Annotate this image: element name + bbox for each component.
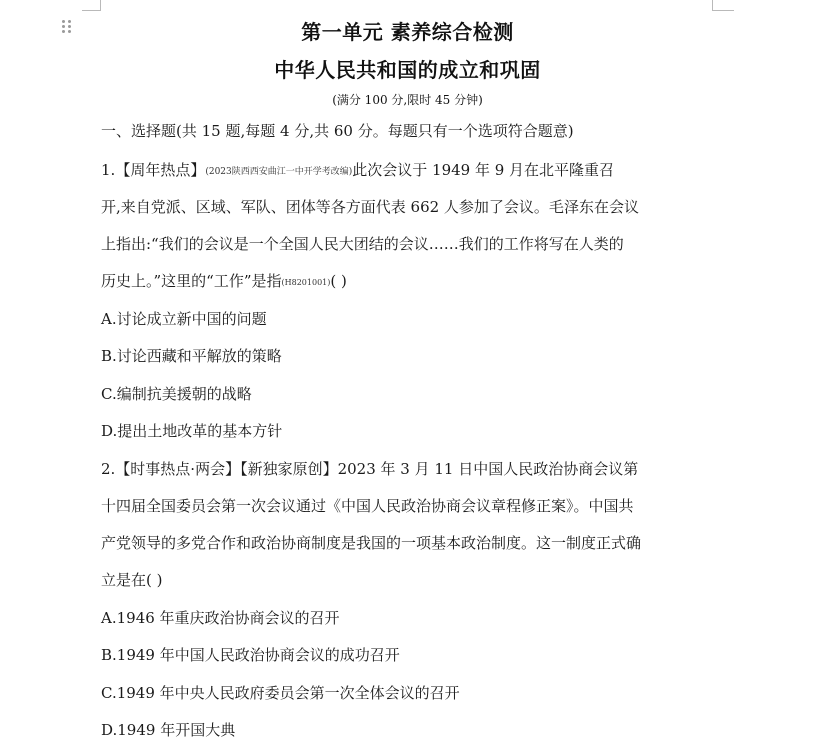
question-1-answer-blank: ( ) xyxy=(330,272,347,290)
question-1-line-3: 上指出:“我们的会议是一个全国人民大团结的会议……我们的工作将写在人类的 xyxy=(101,235,624,253)
question-1-source: (2023陕西西安曲江一中开学考改编) xyxy=(205,167,353,177)
question-1-line-4 xyxy=(101,271,347,293)
question-2-option-c: C.1949 年中央人民政府委员会第一次全体会议的召开 xyxy=(101,684,460,702)
question-1-code: (H8201001) xyxy=(281,278,331,287)
question-1-tag: 【周年热点】 xyxy=(115,161,206,179)
question-2-line-1: 2.【时事热点·两会】【新独家原创】2023 年 3 月 11 日中国人民政治协商会议第 xyxy=(101,460,639,478)
crop-mark-left-vertical xyxy=(100,0,101,10)
crop-mark-right-vertical xyxy=(712,0,713,10)
question-2-option-b: B.1949 年中国人民政治协商会议的成功召开 xyxy=(101,646,400,664)
crop-mark-left-horizontal xyxy=(82,10,101,11)
crop-mark-right-horizontal xyxy=(712,10,734,11)
question-2-line-4: 立是在( ) xyxy=(101,571,163,589)
question-1-option-c: C.编制抗美援朝的战略 xyxy=(101,385,252,403)
page-title: 第一单元 素养综合检测 xyxy=(301,20,514,44)
question-1-stem-4: 历史上。”这里的“工作”是指 xyxy=(101,272,282,290)
question-2-option-a: A.1946 年重庆政治协商会议的召开 xyxy=(101,609,340,627)
question-1-line-2: 开,来自党派、区域、军队、团体等各方面代表 662 人参加了会议。毛泽东在会议 xyxy=(101,198,639,216)
question-1-number: 1. xyxy=(101,161,116,179)
question-1-option-a: A.讨论成立新中国的问题 xyxy=(101,310,267,328)
question-1-stem-1: 此次会议于 1949 年 9 月在北平隆重召 xyxy=(352,161,615,179)
page-subtitle: 中华人民共和国的成立和巩固 xyxy=(274,58,541,82)
question-1-line-1 xyxy=(101,160,614,182)
question-2-line-3: 产党领导的多党合作和政治协商制度是我国的一项基本政治制度。这一制度正式确 xyxy=(101,534,642,552)
question-1-option-d: D.提出土地改革的基本方针 xyxy=(101,422,283,440)
question-2-option-d: D.1949 年开国大典 xyxy=(101,721,236,739)
question-1-option-b: B.讨论西藏和平解放的策略 xyxy=(101,347,282,365)
exam-info: (满分 100 分,限时 45 分钟) xyxy=(332,93,483,107)
question-2-line-2: 十四届全国委员会第一次会议通过《中国人民政治协商会议章程修正案》。中国共 xyxy=(101,497,634,515)
section-heading: 一、选择题(共 15 题,每题 4 分,共 60 分。每题只有一个选项符合题意) xyxy=(101,122,574,140)
